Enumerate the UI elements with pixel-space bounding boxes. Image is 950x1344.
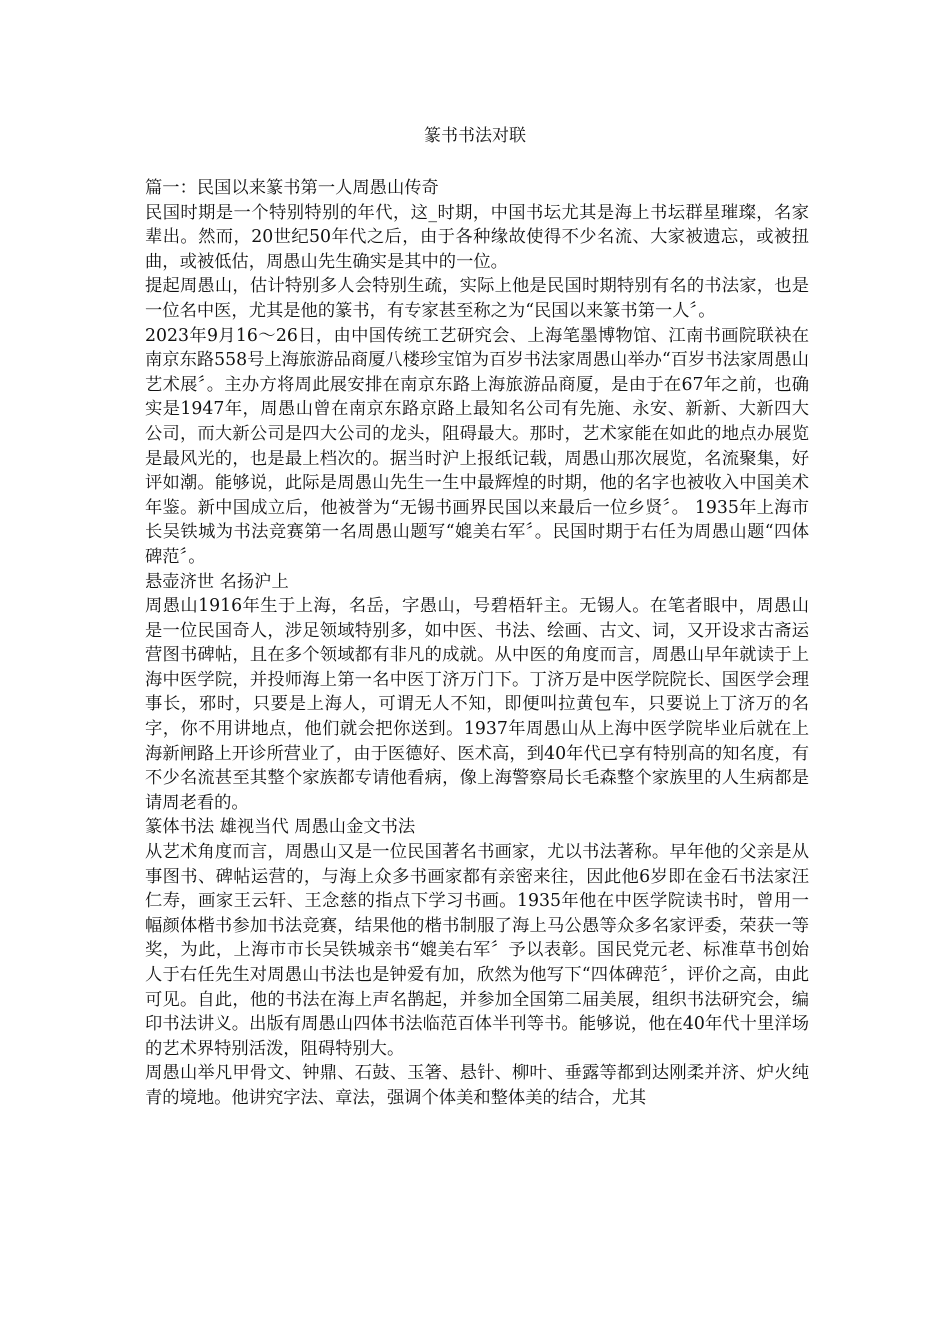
body-paragraph: 2023年9月16～26日，由中国传统工艺研究会、上海笔墨博物馆、江南书画院联袂在南京东路558号上海旅游品商厦八楼珍宝馆为百岁书法家周愚山举办“百岁书法家周愚山艺术展〞。主办方将周此展安排在南京东路上海旅游品商厦，是由于在67年之前，也确实是1947年，周愚山曾在南京东路京路上最知名公司有先施、永安、新新、大新四大公司，而大新公司是四大公司的龙头，阻碍最大。那时，艺术家能在如此的地点办展览是最风光的，也是最上档次的。据当时沪上报纸记载，周愚山那次展览，名流聚集，好评如潮。能够说，此际是周愚山先生一生中最辉煌的时期，他的名字也被收入中国美术年鉴。新中国成立后，他被誉为“无锡书画界民国以来最后一位乡贤〞。 1935年上海市长吴铁城为书法竞赛第一名周愚山题写“媲美右军〞。民国时期于右任为周愚山题“四体碑范〞。: [145, 325, 809, 567]
section-heading: 篇一：民国以来篆书第一人周愚山传奇: [145, 178, 439, 198]
body-paragraph: 周愚山举凡甲骨文、钟鼎、石鼓、玉箸、悬针、柳叶、垂露等都到达刚柔并济、炉火纯青的境地。他讲究字法、章法，强调个体美和整体美的结合，尤其: [145, 1063, 809, 1108]
document-body: [145, 176, 809, 1111]
body-paragraph: 周愚山1916年生于上海，名岳，字愚山，号碧梧轩主。无锡人。在笔者眼中，周愚山是一位民国奇人，涉足领域特别多，如中医、书法、绘画、古文、词，又开设求古斋运营图书碑帖，且在多个领域都有非凡的成就。从中医的角度而言，周愚山早年就读于上海中医学院，并投师海上第一名中医丁济万门下。丁济万是中医学院院长、国医学会理事长，邪时，只要是上海人，可谓无人不知，即便叫拉黄包车，只要说上丁济万的名字，你不用讲地点，他们就会把你送到。1937年周愚山从上海中医学院毕业后就在上海新闸路上开诊所营业了，由于医德好、医术高，到40年代已享有特别高的知名度，有不少名流甚至其整个家族都专请他看病，像上海警察局长毛森整个家族里的人生病都是请周老看的。: [145, 596, 809, 813]
section-heading: 篆体书法 雄视当代 周愚山金文书法: [145, 817, 416, 838]
document-title: 篆书书法对联: [424, 126, 526, 146]
body-paragraph: 提起周愚山，估计特别多人会特别生疏，实际上他是民国时期特别有名的书法家，也是一位名中医，尤其是他的篆书，有专家甚至称之为“民国以来篆书第一人〞。: [145, 276, 809, 321]
section-heading: 悬壶济世 名扬沪上: [145, 571, 289, 592]
body-paragraph: 从艺术角度而言，周愚山又是一位民国著名书画家，尤以书法著称。早年他的父亲是从事图书、碑帖运营的，与海上众多书画家都有亲密来往，因此他6岁即在金石书法家汪仁寿，画家王云轩、王念慈的指点下学习书画。1935年他在中医学院读书时，曾用一幅颜体楷书参加书法竞赛，结果他的楷书制服了海上马公愚等众多名家评委，荣获一等奖，为此，上海市市长吴铁城亲书“媲美右军〞予以表彰。国民党元老、标准草书创始人于右任先生对周愚山书法也是钟爱有加，欣然为他写下“四体碑范〞，评价之高，由此可见。自此，他的书法在海上声名鹊起，并参加全国第二届美展，组织书法研究会，编印书法讲义。出版有周愚山四体书法临范百体半刊等书。能够说，他在40年代十里洋场的艺术界特别活泼，阻碍特别大。: [145, 842, 809, 1059]
body-paragraph: 民国时期是一个特别特别的年代，这_时期，中国书坛尤其是海上书坛群星璀璨，名家辈出。然而，20世纪50年代之后，由于各种缘故使得不少名流、大家被遗忘，或被扭曲，或被低估，周愚山先生确实是其中的一位。: [145, 202, 809, 272]
